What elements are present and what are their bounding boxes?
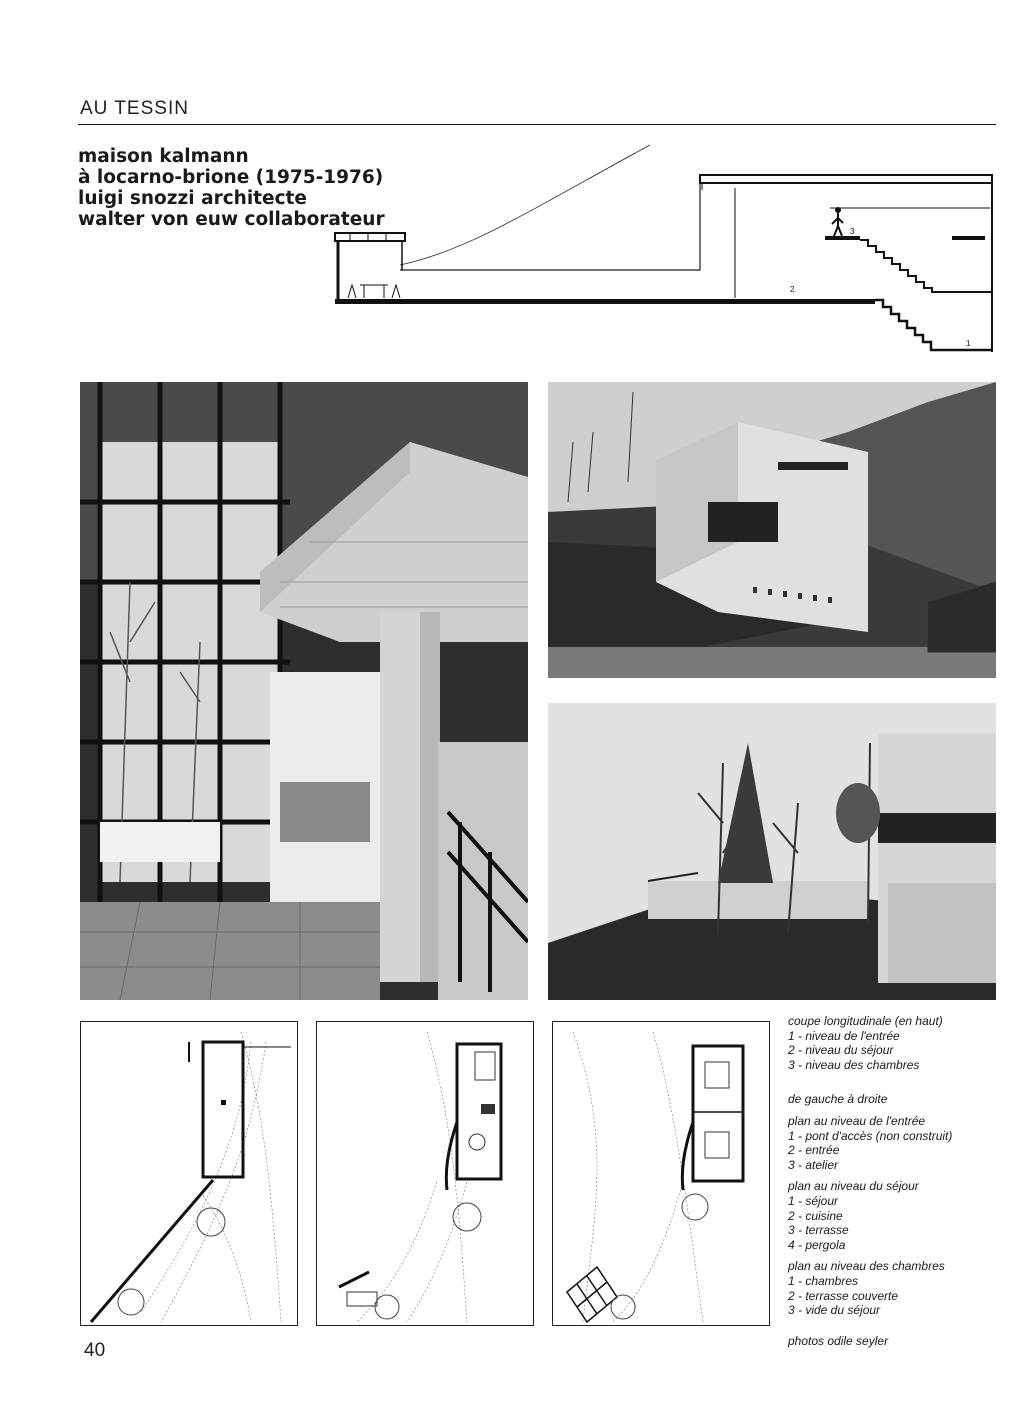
figure-caption [788, 1014, 998, 1348]
exterior-trees-photo [548, 703, 996, 1000]
caption-coupe-item: 1 - niveau de l'entrée [788, 1028, 900, 1043]
plan-living-level [316, 1021, 534, 1326]
caption-plan1-item: 2 - entrée [788, 1143, 840, 1158]
page-number: 40 [84, 1340, 106, 1361]
exterior-hillside-photo [548, 382, 996, 678]
plan-bedroom-level [552, 1021, 770, 1326]
caption-plan1-item: 3 - atelier [788, 1157, 839, 1172]
caption-plan3-item: 3 - vide du séjour [788, 1303, 881, 1318]
title-line-collaborator: walter von euw collaborateur [78, 209, 385, 230]
caption-coupe-item: 2 - niveau du séjour [788, 1043, 894, 1058]
caption-plan3-title: plan au niveau des chambres [788, 1259, 945, 1274]
caption-plan2-title: plan au niveau du séjour [788, 1179, 919, 1194]
photo-credit: photos odile seyler [788, 1333, 889, 1348]
interior-photo [80, 382, 528, 1000]
title-line-location: à locarno-brione (1975-1976) [78, 167, 384, 188]
header-rule [78, 124, 996, 125]
caption-coupe-item: 3 - niveau des chambres [788, 1057, 920, 1072]
section-label: AU TESSIN [80, 98, 189, 119]
plan-entrance-level [80, 1021, 298, 1326]
longitudinal-section-drawing [330, 140, 1000, 360]
caption-plan2-item: 1 - séjour [788, 1193, 839, 1208]
caption-plan3-item: 2 - terrasse couverte [788, 1288, 899, 1303]
caption-order-note: de gauche à droite [788, 1092, 888, 1107]
title-line-architect: luigi snozzi architecte [78, 188, 307, 209]
title-line-house: maison kalmann [78, 146, 249, 167]
caption-plan2-item: 2 - cuisine [788, 1208, 843, 1223]
caption-plan3-item: 1 - chambres [788, 1273, 859, 1288]
caption-plan1-item: 1 - pont d'accès (non construit) [788, 1128, 953, 1143]
caption-coupe-title: coupe longitudinale (en haut) [788, 1014, 943, 1028]
section-label-3: 3 [850, 227, 855, 236]
caption-plan2-item: 3 - terrasse [788, 1223, 849, 1238]
caption-plan1-title: plan au niveau de l'entrée [788, 1113, 926, 1128]
section-label-1: 1 [966, 339, 971, 348]
caption-plan2-item: 4 - pergola [788, 1237, 846, 1252]
section-label-2: 2 [790, 285, 795, 294]
